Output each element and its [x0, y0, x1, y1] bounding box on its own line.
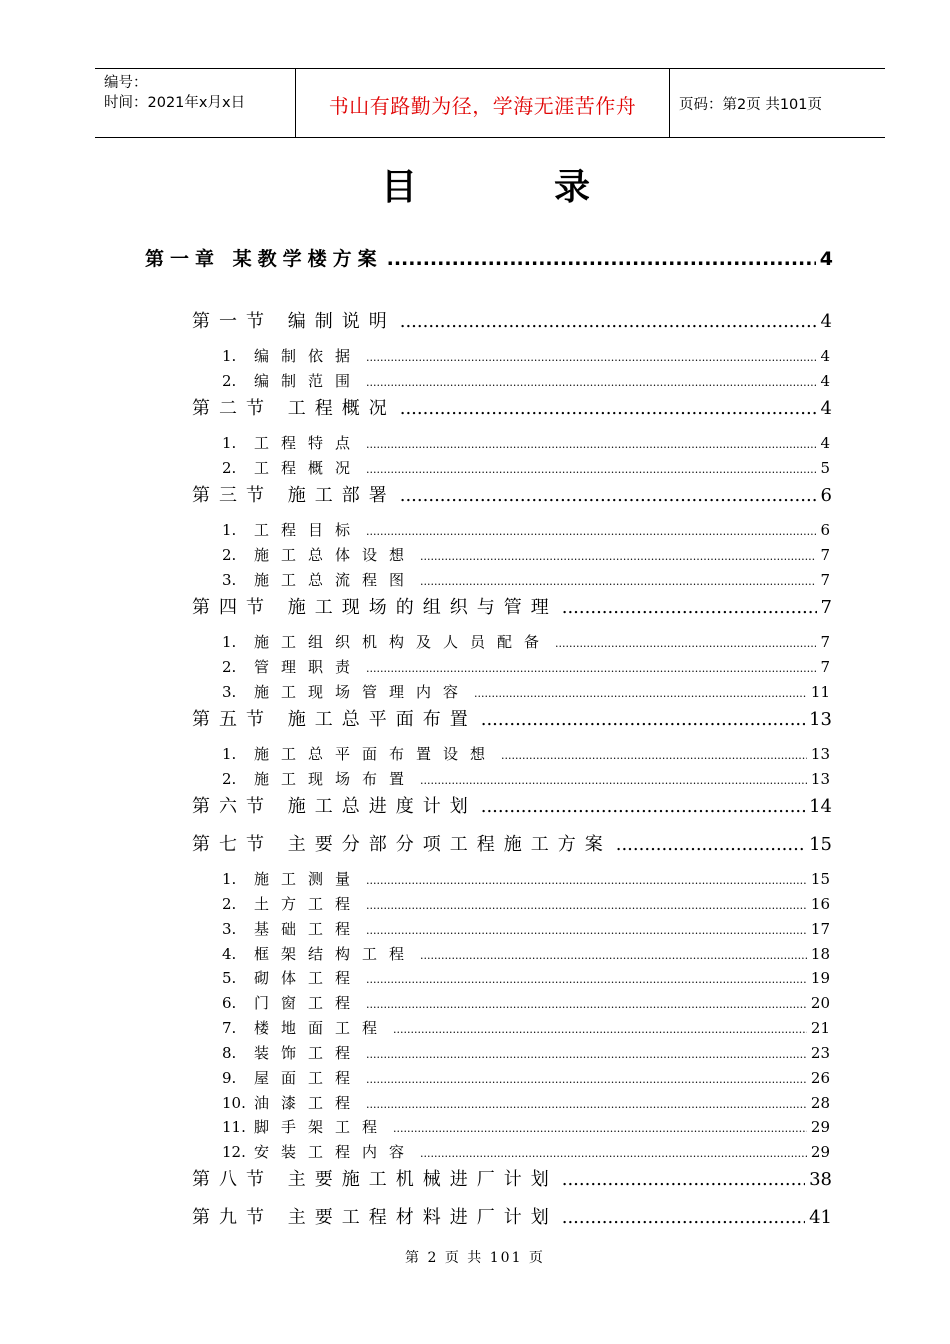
toc-leader-dots: [393, 1122, 807, 1135]
toc-page-number: 13: [810, 770, 830, 788]
toc-item[interactable]: [222, 1116, 830, 1137]
toc-item[interactable]: [222, 992, 830, 1013]
toc-page-number: 11: [810, 683, 830, 701]
toc-section[interactable]: [192, 307, 832, 333]
toc-item-number: 1.: [222, 434, 237, 452]
toc-item-title: 施工现场管理内容: [254, 683, 471, 701]
toc-leader-dots: [400, 311, 817, 332]
toc-chapter[interactable]: [145, 244, 833, 271]
toc-page-number: 5: [820, 459, 830, 477]
toc-item-number: 1.: [222, 347, 237, 365]
toc-item[interactable]: [222, 918, 830, 939]
toc-item-title: 砌体工程: [254, 969, 363, 987]
toc-page-number: 7: [820, 597, 832, 618]
toc-section[interactable]: [192, 394, 832, 420]
toc-chapter-page: 4: [819, 248, 833, 270]
toc-section-title: 第一节 编制说明: [192, 311, 396, 332]
toc-item-title: 屋面工程: [254, 1069, 363, 1087]
toc-leader-dots: [562, 1207, 805, 1228]
toc-item[interactable]: [222, 519, 830, 540]
toc-item-number: 1.: [222, 521, 237, 539]
toc-item-number: 3.: [222, 920, 237, 938]
toc-page-number: 6: [820, 521, 830, 539]
toc-page-number: 38: [809, 1169, 832, 1190]
toc-item[interactable]: [222, 370, 830, 391]
toc-page-number: 20: [810, 994, 830, 1012]
toc-leader-dots: [366, 525, 816, 538]
toc-leader-dots: [481, 709, 805, 730]
page-footer: 第 2 页 共 101 页: [405, 1250, 545, 1266]
toc-page-number: 6: [820, 485, 832, 506]
toc-section[interactable]: [192, 830, 832, 856]
number-label: 编号：: [104, 75, 148, 91]
toc-leader-dots: [420, 774, 807, 787]
toc-leader-dots: [366, 874, 807, 887]
toc-leader-dots: [420, 1147, 807, 1160]
toc-item-title: 施工总流程图: [254, 571, 417, 589]
toc-item-title: 安装工程内容: [254, 1143, 417, 1161]
toc-item[interactable]: [222, 943, 830, 964]
toc-item-title: 工程目标: [254, 521, 363, 539]
toc-page-number: 7: [820, 658, 830, 676]
toc-page-number: 17: [810, 920, 830, 938]
toc-page-number: 4: [820, 434, 830, 452]
toc-item-number: 11.: [222, 1118, 246, 1136]
toc-leader-dots: [366, 1073, 807, 1086]
toc-page-number: 15: [810, 870, 830, 888]
toc-item-title: 框架结构工程: [254, 945, 417, 963]
toc-leader-dots: [400, 485, 817, 506]
toc-item[interactable]: [222, 457, 830, 478]
toc-section-title: 第八节 主要施工机械进厂计划: [192, 1169, 558, 1190]
toc-item-title: 门窗工程: [254, 994, 363, 1012]
toc-item-number: 10.: [222, 1094, 246, 1112]
toc-leader-dots: [501, 749, 807, 762]
toc-section[interactable]: [192, 705, 832, 731]
toc-section-title: 第六节 施工总进度计划: [192, 796, 477, 817]
toc-item-title: 工程特点: [254, 434, 363, 452]
toc-page-number: 13: [810, 745, 830, 763]
toc-page-number: 7: [820, 571, 830, 589]
toc-item-number: 1.: [222, 745, 237, 763]
toc-section[interactable]: [192, 792, 832, 818]
toc-item-number: 2.: [222, 372, 237, 390]
toc-page-number: 18: [810, 945, 830, 963]
toc-section-title: 第五节 施工总平面布置: [192, 709, 477, 730]
toc-section-title: 第四节 施工现场的组织与管理: [192, 597, 558, 618]
toc-item-number: 2.: [222, 895, 237, 913]
toc-leader-dots: [366, 1098, 807, 1111]
toc-leader-dots: [366, 973, 807, 986]
toc-item-number: 3.: [222, 571, 237, 589]
toc-item-number: 5.: [222, 969, 237, 987]
page-info: 页码：第2页 共101页: [679, 97, 823, 113]
toc-leader-dots: [366, 438, 816, 451]
toc-item-number: 8.: [222, 1044, 237, 1062]
toc-leader-dots: [366, 1048, 807, 1061]
motto-text: 书山有路勤为径，学海无涯苦作舟: [328, 94, 637, 118]
toc-leader-dots: [562, 597, 817, 618]
toc-item[interactable]: [222, 1141, 830, 1162]
toc-item-title: 装饰工程: [254, 1044, 363, 1062]
toc-item-number: 7.: [222, 1019, 237, 1037]
toc-section-title: 第二节 工程概况: [192, 398, 396, 419]
toc-page-number: 26: [810, 1069, 830, 1087]
toc-page-number: 14: [809, 796, 832, 817]
toc-page-number: 29: [810, 1118, 830, 1136]
toc-item-number: 9.: [222, 1069, 237, 1087]
toc-item[interactable]: [222, 631, 830, 652]
toc-section[interactable]: [192, 1203, 832, 1229]
toc-leader-dots: [366, 463, 816, 476]
toc-page-number: 28: [810, 1094, 830, 1112]
toc-item-number: 1.: [222, 633, 237, 651]
toc-page-number: 4: [820, 347, 830, 365]
toc-leader-dots: [366, 351, 816, 364]
toc-leader-dots: [387, 248, 816, 270]
toc-item[interactable]: [222, 569, 830, 590]
toc-leader-dots: [366, 998, 807, 1011]
toc-leader-dots: [366, 899, 807, 912]
toc-leader-dots: [420, 949, 807, 962]
toc-item[interactable]: [222, 345, 830, 366]
toc-leader-dots: [562, 1169, 805, 1190]
toc-item-title: 土方工程: [254, 895, 363, 913]
toc-item-title: 施工现场布置: [254, 770, 417, 788]
toc-item-title: 编制范围: [254, 372, 363, 390]
toc-item-number: 4.: [222, 945, 237, 963]
toc-item[interactable]: [222, 1092, 830, 1113]
toc-item[interactable]: [222, 1017, 830, 1038]
toc-item-number: 12.: [222, 1143, 246, 1161]
toc-section-title: 第九节 主要工程材料进厂计划: [192, 1207, 558, 1228]
toc-item[interactable]: [222, 768, 830, 789]
toc-page-number: 4: [820, 372, 830, 390]
toc-item-title: 施工测量: [254, 870, 363, 888]
toc-page-number: 7: [820, 546, 830, 564]
toc-item[interactable]: [222, 1067, 830, 1088]
toc-item-number: 6.: [222, 994, 237, 1012]
toc-leader-dots: [400, 398, 817, 419]
toc-page-number: 4: [820, 311, 832, 332]
toc-item-title: 管理职责: [254, 658, 363, 676]
toc-item-title: 编制依据: [254, 347, 363, 365]
toc-item-number: 2.: [222, 459, 237, 477]
toc-page-number: 15: [809, 834, 832, 855]
toc-item[interactable]: [222, 967, 830, 988]
toc-item[interactable]: [222, 893, 830, 914]
toc-item-title: 脚手架工程: [254, 1118, 390, 1136]
toc-item-number: 2.: [222, 658, 237, 676]
time-label: 时间：2021年x月x日: [104, 95, 246, 111]
toc-item[interactable]: [222, 432, 830, 453]
toc-item-title: 施工组织机构及人员配备: [254, 633, 552, 651]
toc-leader-dots: [366, 924, 807, 937]
title-char-left: 目: [381, 167, 418, 208]
toc-item[interactable]: [222, 544, 830, 565]
toc-page-number: 23: [810, 1044, 830, 1062]
toc-item-number: 2.: [222, 546, 237, 564]
toc-leader-dots: [366, 376, 816, 389]
toc-item[interactable]: [222, 868, 830, 889]
toc-leader-dots: [420, 550, 816, 563]
toc-section-title: 第三节 施工部署: [192, 485, 396, 506]
toc-section[interactable]: [192, 481, 832, 507]
toc-leader-dots: [420, 575, 816, 588]
toc-page-number: 19: [810, 969, 830, 987]
toc-leader-dots: [474, 687, 807, 700]
toc-page-number: 13: [809, 709, 832, 730]
toc-leader-dots: [366, 662, 816, 675]
toc-leader-dots: [616, 834, 805, 855]
toc-page-number: 29: [810, 1143, 830, 1161]
toc-item-title: 工程概况: [254, 459, 363, 477]
toc-item[interactable]: [222, 1042, 830, 1063]
toc-item-number: 2.: [222, 770, 237, 788]
toc-chapter-title: 第一章 某教学楼方案: [145, 248, 383, 270]
toc-item-title: 施工总平面布置设想: [254, 745, 498, 763]
toc-section[interactable]: [192, 593, 832, 619]
toc-page-number: 21: [810, 1019, 830, 1037]
toc-item-number: 3.: [222, 683, 237, 701]
title-char-right: 录: [554, 167, 591, 208]
toc-item-number: 1.: [222, 870, 237, 888]
toc-section-title: 第七节 主要分部分项工程施工方案: [192, 834, 612, 855]
toc-item-title: 油漆工程: [254, 1094, 363, 1112]
toc-leader-dots: [555, 637, 816, 650]
toc-item[interactable]: [222, 681, 830, 702]
toc-item-title: 基础工程: [254, 920, 363, 938]
toc-page-number: 7: [820, 633, 830, 651]
toc-leader-dots: [481, 796, 805, 817]
toc-item[interactable]: [222, 743, 830, 764]
toc-page-number: 4: [820, 398, 832, 419]
toc-page-number: 16: [810, 895, 830, 913]
toc-section[interactable]: [192, 1165, 832, 1191]
toc-item-title: 楼地面工程: [254, 1019, 390, 1037]
toc-item-title: 施工总体设想: [254, 546, 417, 564]
toc-leader-dots: [393, 1023, 807, 1036]
toc-page-number: 41: [809, 1207, 832, 1228]
toc-item[interactable]: [222, 656, 830, 677]
